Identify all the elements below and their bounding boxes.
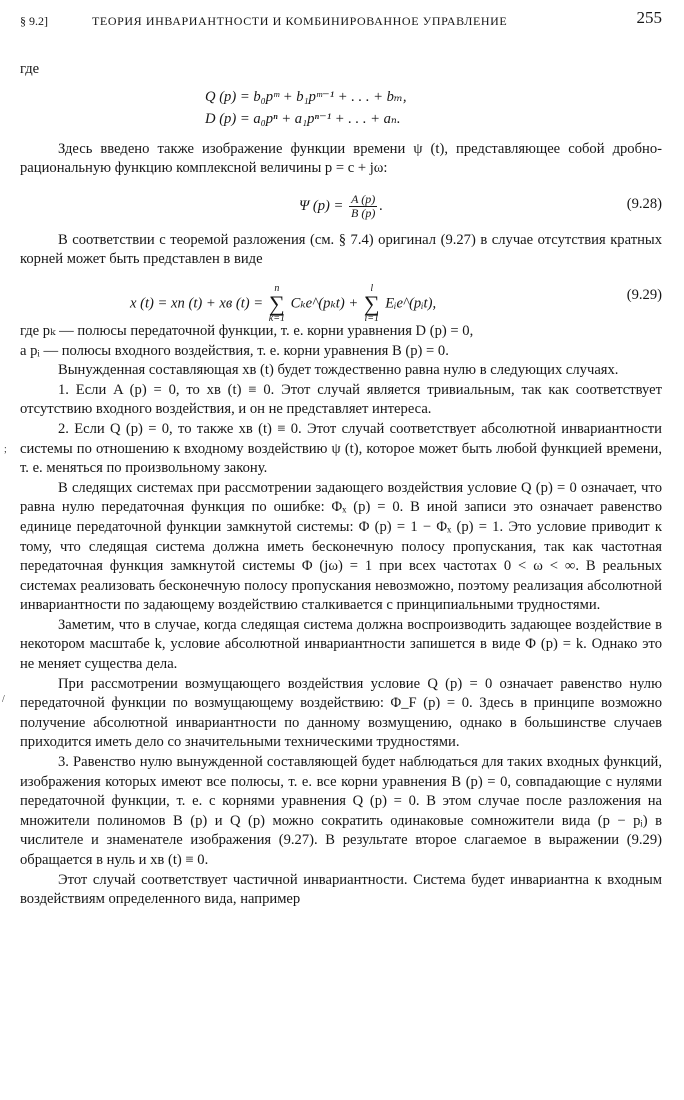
eq928-lhs: Ψ (p) = bbox=[298, 197, 344, 214]
page-number: 255 bbox=[636, 8, 662, 27]
eq929-term-i: Eᵢe^(pᵢt), bbox=[385, 295, 437, 312]
margin-mark: ; bbox=[4, 444, 7, 455]
eq928-denominator: B (p) bbox=[351, 205, 376, 220]
equation-Q: Q (p) = b₀pᵐ + b₁pᵐ⁻¹ + . . . + bₘ, bbox=[205, 88, 407, 105]
sum-i-upper: l bbox=[370, 282, 374, 294]
eq929-lhs: x (t) = xп (t) + xв (t) = bbox=[130, 295, 264, 312]
sum-i-operator bbox=[364, 284, 380, 324]
sum-k-lower: k=1 bbox=[268, 312, 285, 324]
where-label: где bbox=[20, 61, 40, 77]
polynomial-equations bbox=[20, 88, 662, 134]
paragraph-image-function: Здесь введено также изображение функции времени ψ (t), представляющее собой дробно-рациональную функцию комплексной величины p = c + jω: bbox=[20, 140, 662, 177]
equation-9-29-body bbox=[130, 284, 436, 324]
paragraph-case-3: 3. Равенство нулю вынужденной составляющей будет наблюдаться для таких входных функций, изображения которых имеют все полюсы, т. е. все корни уравнения B (p) = 0, совпадающие с нулями передаточной функции, т. е. с корнями уравнения Q (p) = 0. В этом случае после разложения на множители полиномов B (p) и Q (p) можно сократить одинаковые сомножители вида (p − pᵢ) в числителе и знаменателе изображения (9.27). В результате второе слагаемое в выражении (9.29) обращается в нуль и xв (t) ≡ 0. bbox=[20, 754, 662, 868]
paragraph-case-1: 1. Если A (p) = 0, то xв (t) ≡ 0. Этот случай является тривиальным, так как соответствует отсутствию входного воздействия, и он не представляет интереса. bbox=[20, 381, 662, 418]
eq929-term-k: Cₖe^(pₖt) + bbox=[290, 295, 359, 312]
paragraph-poles-b: а pᵢ — полюсы входного воздействия, т. е. корни уравнения B (p) = 0. bbox=[20, 342, 449, 359]
paragraph-partial-invariance: Этот случай соответствует частичной инвариантности. Система будет инвариантна к входным воздействиям определенного вида, например bbox=[20, 871, 662, 908]
sigma-icon: ∑ bbox=[269, 290, 285, 316]
running-title: ТЕОРИЯ ИНВАРИАНТНОСТИ И КОМБИНИРОВАННОЕ УПРАВЛЕНИЕ bbox=[92, 14, 508, 28]
paragraph-case-2: 2. Если Q (p) = 0, то также xв (t) ≡ 0. Этот случай соответствует абсолютной инвариантности системы по отношению к входному воздействию ψ (t), которое может быть любой функцией времени, т. е. меняться по произвольному закону. bbox=[20, 420, 662, 477]
sum-k-upper: n bbox=[274, 282, 280, 294]
equation-9-28-body bbox=[20, 193, 662, 220]
paragraph-scale-note: Заметим, что в случае, когда следящая система должна воспроизводить задающее воздействие в некотором масштабе k, условие абсолютной инвариантности запишется в виде Φ (p) = k. Однако это не меняет существа дела. bbox=[20, 616, 662, 673]
sigma-icon: ∑ bbox=[363, 290, 380, 316]
margin-mark: / bbox=[2, 694, 5, 705]
sum-i-lower: i=1 bbox=[364, 312, 379, 324]
equation-D: D (p) = a₀pⁿ + a₁pⁿ⁻¹ + . . . + aₙ. bbox=[205, 110, 401, 127]
equation-9-29 bbox=[20, 276, 662, 324]
equation-number-9-28: (9.28) bbox=[626, 195, 662, 212]
eq928-numerator: A (p) bbox=[349, 193, 377, 207]
page-body bbox=[20, 60, 662, 910]
equation-number-9-29: (9.29) bbox=[626, 286, 662, 303]
running-header bbox=[20, 8, 664, 34]
equation-9-28 bbox=[20, 185, 662, 225]
paragraph-poles-a: где pₖ — полюсы передаточной функции, т. е. корни уравнения D (p) = 0, bbox=[20, 322, 474, 339]
paragraph-expansion-theorem: В соответствии с теоремой разложения (см. § 7.4) оригинал (9.27) в случае отсутствия кратных корней может быть представлен в виде bbox=[20, 231, 662, 268]
section-label: § 9.2] bbox=[20, 14, 48, 28]
eq928-fraction bbox=[349, 193, 377, 220]
paragraph-tracking-systems: В следящих системах при рассмотрении задающего воздействия условие Q (p) = 0 означает, что равна нулю передаточная функция по ошибке: Φₓ (p) = 0. В иной записи это означает равенство единице передаточной функции замкнутой системы: Φ (p) = 1 − Φₓ (p) = 1. Это условие приводит к тому, что следящая система должна иметь бесконечную полосу пропускания, так как частотная передаточная функция замкнутой системы Φ (jω) = 1 при всех частотах 0 < ω < ∞. В реальных системах реализовать бесконечную полосу пропускания невозможно, поэтому реализация абсолютной инвариантности по задающему воздействию сталкивается с принципиальными трудностями. bbox=[20, 479, 662, 614]
eq928-end: . bbox=[379, 197, 384, 214]
paragraph-disturbance: При рассмотрении возмущающего воздействия условие Q (p) = 0 означает равенство нулю передаточной функции по возмущающему воздействию: Φ_F (p) = 0. Здесь в принципе возможно получение абсолютной инвариантности по данному возмущению, однако в большинстве случаев приходится иметь дело со значительными техническими трудностями. bbox=[20, 675, 662, 751]
paragraph-forced-component: Вынужденная составляющая xв (t) будет тождественно равна нулю в следующих случаях. bbox=[58, 362, 619, 379]
sum-k-operator bbox=[269, 284, 285, 324]
